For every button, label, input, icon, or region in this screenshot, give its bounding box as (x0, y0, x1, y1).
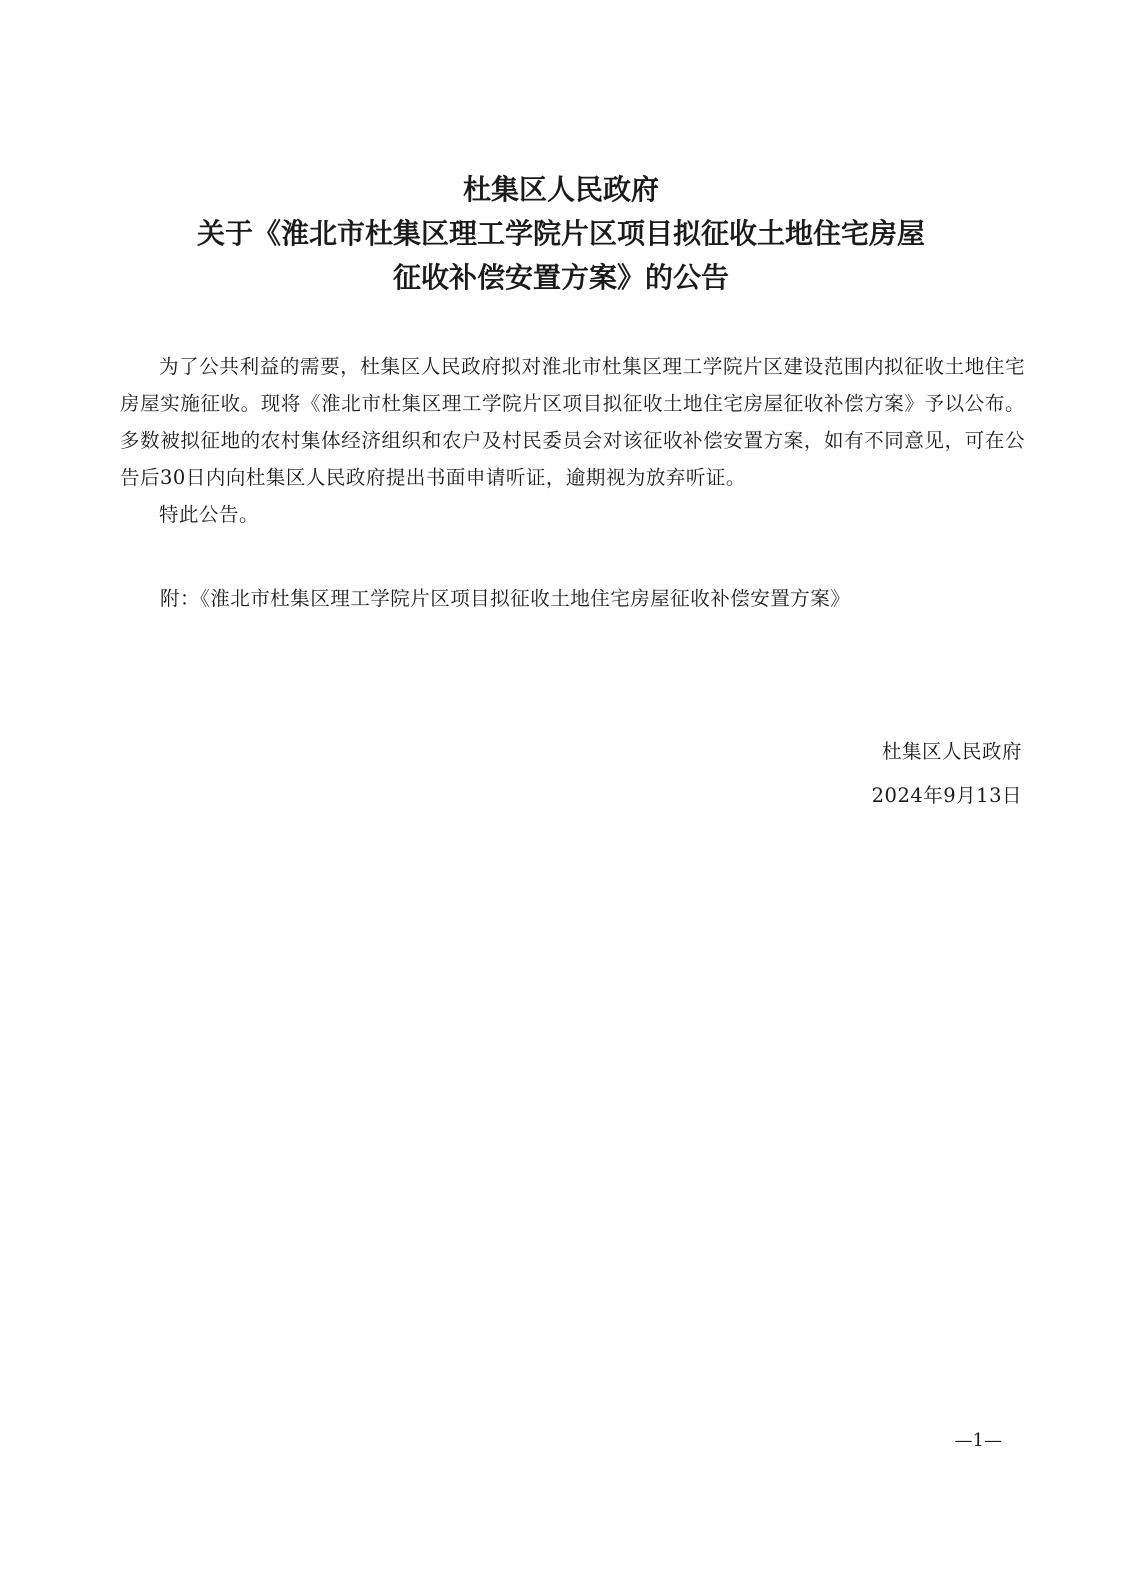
document-title (0, 168, 1122, 300)
issuer-name: 杜集区人民政府 (881, 740, 1022, 763)
title-line-2: 关于《淮北市杜集区理工学院片区项目拟征收土地住宅房屋 (196, 217, 925, 250)
body-paragraph-2: 特此公告。 (159, 503, 260, 526)
issue-date: 2024年9月13日 (871, 784, 1022, 807)
attachment-note: 附：《淮北市杜集区理工学院片区项目拟征收土地住宅房屋征收补偿安置方案》 (160, 587, 851, 610)
document-body (120, 348, 1025, 533)
title-line-1: 杜集区人民政府 (462, 173, 659, 206)
body-paragraph-1: 为了公共利益的需要，杜集区人民政府拟对淮北市杜集区理工学院片区建设范围内拟征收土地住宅房屋实施征收。现将《淮北市杜集区理工学院片区项目拟征收土地住宅房屋征收补偿方案》予以公布。多数被拟征地的农村集体经济组织和农户及村民委员会对该征收补偿安置方案，如有不同意见，可在公告后30日内向杜集区人民政府提出书面申请听证，逾期视为放弃听证。 (120, 355, 1025, 489)
signature-block (872, 730, 1022, 818)
title-line-3: 征收补偿安置方案》的公告 (392, 261, 729, 294)
page-number: —1— (954, 1430, 1002, 1451)
